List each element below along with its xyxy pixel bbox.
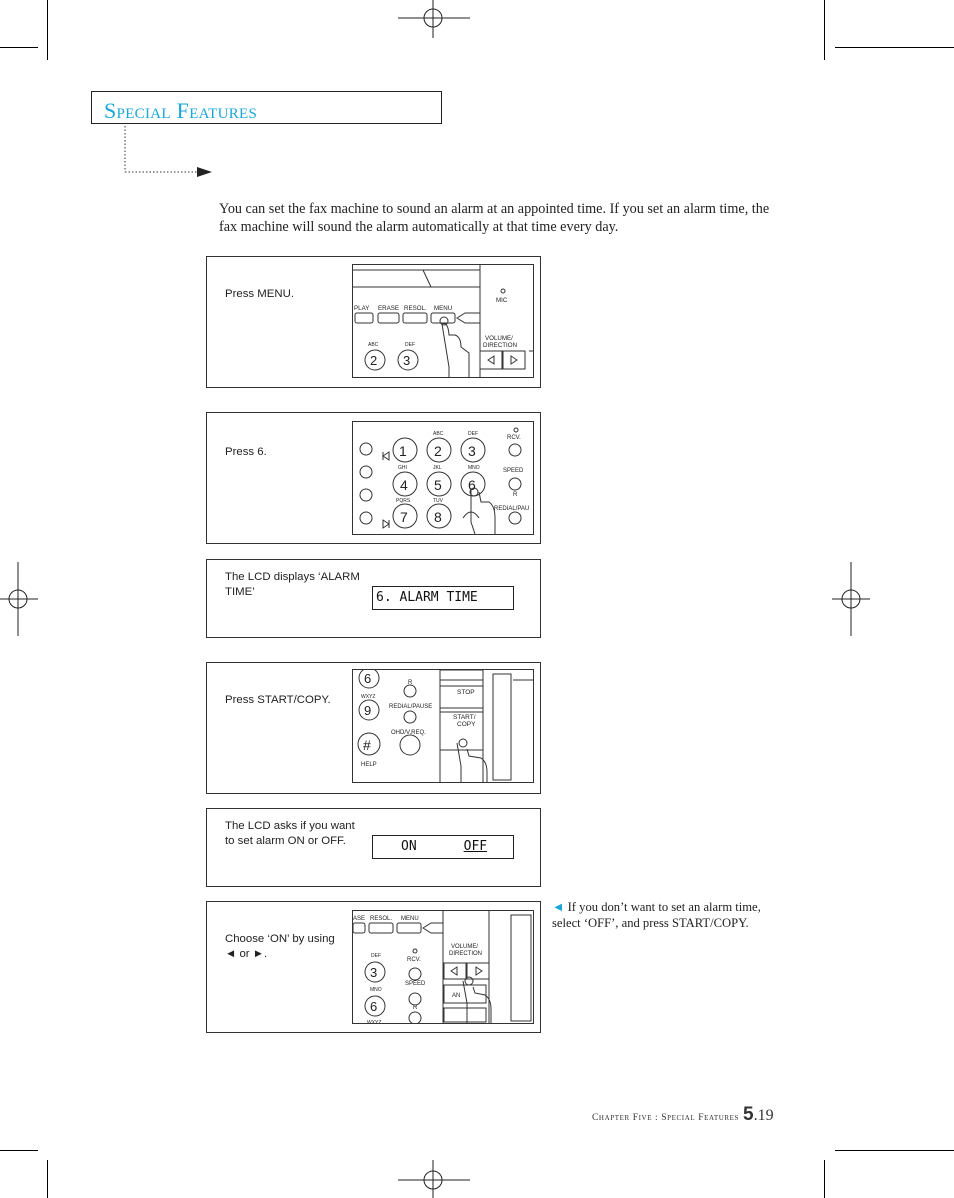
svg-text:7: 7	[400, 509, 408, 525]
svg-text:REDIAL/PAUSE: REDIAL/PAUSE	[389, 704, 433, 710]
svg-text:8: 8	[434, 509, 442, 525]
step-4-label: Press START/COPY.	[225, 694, 331, 706]
svg-text:DEF: DEF	[405, 342, 415, 348]
volume-label-2: DIRECTION	[483, 342, 518, 349]
svg-text:4: 4	[400, 477, 408, 493]
step-6-label: Choose ‘ON’ by using ◄ or ►.	[225, 933, 335, 960]
lcd-display: 6. ALARM TIME	[372, 586, 514, 610]
svg-text:COPY: COPY	[457, 721, 476, 728]
step-5-label: The LCD asks if you want to set alarm ON or OFF.	[225, 820, 355, 847]
svg-text:SPEED: SPEED	[405, 981, 426, 987]
svg-text:ASE: ASE	[353, 916, 366, 922]
step-4	[206, 662, 541, 794]
svg-text:R: R	[513, 492, 518, 498]
svg-text:RCV.: RCV.	[507, 435, 521, 441]
svg-text:HELP: HELP	[361, 762, 377, 768]
svg-text:DEF: DEF	[468, 431, 478, 437]
svg-text:6: 6	[370, 999, 378, 1014]
step-6-illustration	[352, 910, 534, 1024]
footer-chapter: Chapter Five : Special Features	[592, 1113, 740, 1123]
section-title: SPECIAL FEATURES	[104, 98, 258, 123]
svg-text:R: R	[413, 1005, 418, 1011]
step-6	[206, 901, 541, 1033]
svg-text:3: 3	[403, 353, 411, 368]
btn-play-label: PLAY	[354, 305, 370, 312]
btn-resol-label: RESOL.	[404, 305, 427, 312]
lcd-on-off-display: ON OFF	[372, 835, 514, 859]
svg-text:STOP: STOP	[457, 689, 475, 696]
volume-label-1: VOLUME/	[485, 335, 513, 342]
btn-menu-label: MENU	[434, 305, 453, 312]
svg-text:WXYZ: WXYZ	[367, 1020, 382, 1025]
mic-label: MIC	[496, 297, 508, 304]
step-1-illustration	[352, 264, 534, 378]
step-2-illustration	[352, 421, 534, 535]
step-5	[206, 808, 541, 887]
svg-text:GHI: GHI	[398, 465, 407, 471]
svg-text:SPEED: SPEED	[503, 468, 524, 474]
svg-text:AN: AN	[452, 993, 461, 999]
svg-text:MNO: MNO	[370, 987, 382, 993]
step-3	[206, 559, 541, 638]
svg-text:2: 2	[370, 353, 378, 368]
svg-text:R: R	[408, 680, 413, 686]
svg-text:3: 3	[468, 443, 476, 459]
svg-text:RESOL.: RESOL.	[370, 916, 393, 922]
btn-erase-label: ERASE	[378, 305, 399, 312]
svg-text:RCV.: RCV.	[407, 957, 421, 963]
page-number-minor: .19	[753, 1107, 774, 1124]
step-1	[206, 256, 541, 388]
side-note: ◄ If you don’t want to set an alarm time, select ‘OFF’, and press START/COPY.	[552, 900, 761, 930]
svg-text:1: 1	[399, 443, 407, 459]
svg-text:ABC: ABC	[368, 342, 379, 348]
svg-text:DEF: DEF	[371, 953, 381, 959]
svg-text:WXYZ: WXYZ	[361, 694, 376, 700]
svg-text:OHD/V.REQ.: OHD/V.REQ.	[391, 730, 426, 736]
svg-text:START/: START/	[453, 714, 476, 721]
svg-text:9: 9	[364, 703, 372, 718]
intro-paragraph: You can set the fax machine to sound an alarm at an appointed time. If you set an alarm time, the fax machine will sound the alarm automatically at that time every day.	[219, 201, 770, 235]
svg-text:3: 3	[370, 965, 378, 980]
svg-text:PQRS: PQRS	[396, 498, 411, 504]
svg-text:2: 2	[434, 443, 442, 459]
svg-text:#: #	[363, 737, 371, 753]
step-1-label: Press MENU.	[225, 288, 294, 300]
step-2-label: Press 6.	[225, 446, 267, 458]
svg-text:6: 6	[364, 671, 372, 686]
svg-text:6: 6	[468, 477, 476, 493]
svg-text:DIRECTION: DIRECTION	[449, 951, 482, 957]
svg-text:MNO: MNO	[468, 465, 480, 471]
page-footer	[592, 1104, 774, 1126]
svg-text:ABC: ABC	[433, 431, 444, 437]
svg-text:VOLUME/: VOLUME/	[451, 944, 479, 950]
step-4-illustration	[352, 669, 534, 783]
page-number-major: 5	[743, 1104, 754, 1125]
svg-text:REDIAL/PAU: REDIAL/PAU	[494, 506, 530, 512]
svg-text:MENU: MENU	[401, 916, 419, 922]
step-2	[206, 412, 541, 544]
left-arrow-icon: ◄	[552, 900, 565, 914]
svg-text:5: 5	[434, 477, 442, 493]
svg-text:TUV: TUV	[433, 498, 443, 504]
step-3-label: The LCD displays ‘ALARM TIME’	[225, 571, 360, 598]
svg-text:JKL: JKL	[433, 465, 442, 471]
